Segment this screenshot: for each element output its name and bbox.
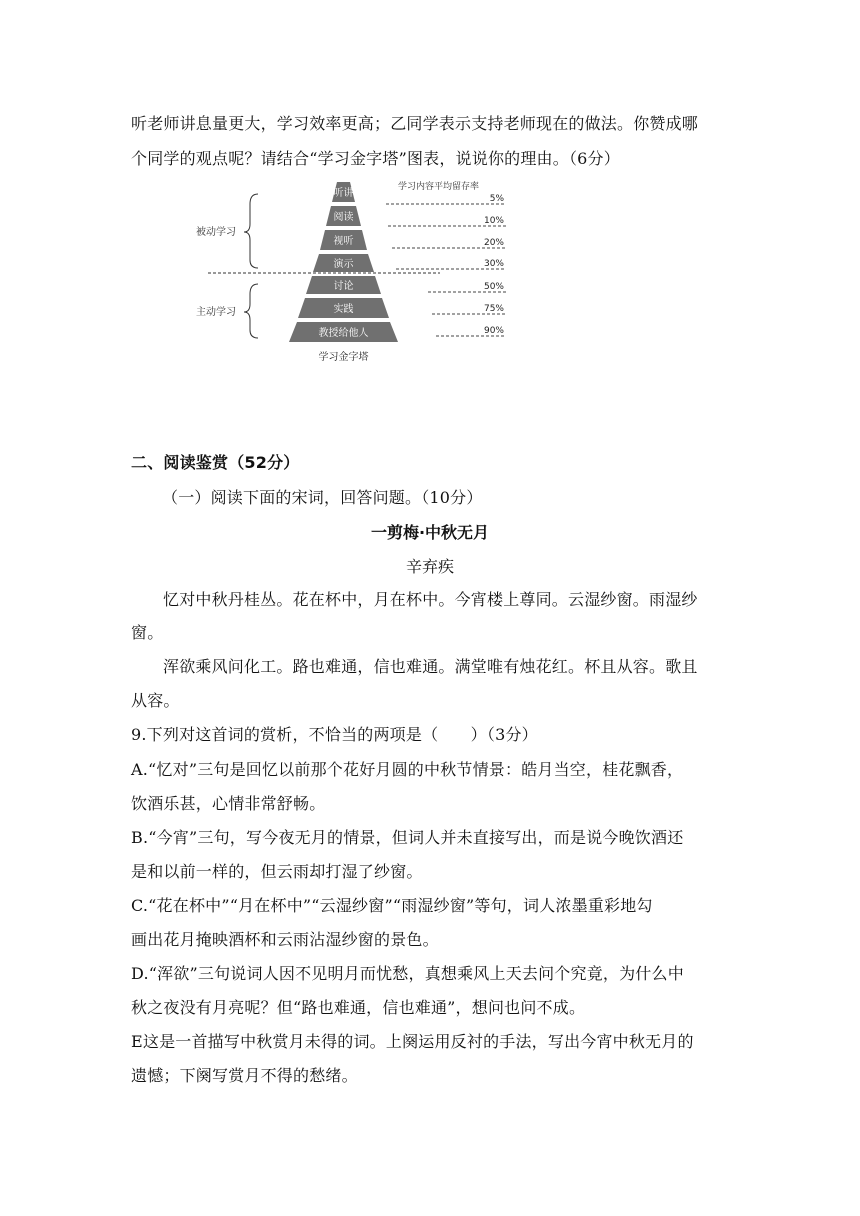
- layer-label-audiovisual: 视听: [333, 236, 354, 247]
- option-b-line-2: 是和以前一样的，但云雨却打湿了纱窗。: [131, 862, 423, 881]
- rate-demo: 30%: [483, 259, 504, 269]
- pyramid-layer-teach: [289, 322, 398, 342]
- section-subtitle: （一）阅读下面的宋词，回答问题。（10分）: [162, 488, 483, 507]
- retention-header: 学习内容平均留存率: [398, 182, 480, 192]
- active-brace: [244, 284, 258, 338]
- section-title: 二、阅读鉴赏（52分）: [131, 453, 300, 472]
- option-c-line-2: 画出花月掩映酒杯和云雨沾湿纱窗的景色。: [131, 930, 439, 949]
- rate-teach: 90%: [483, 326, 504, 336]
- poem-stanza-2-line-2: 从容。: [131, 691, 180, 710]
- rate-read: 10%: [483, 216, 504, 226]
- layer-label-demo: 演示: [333, 259, 354, 270]
- layer-label-teach: 教授给他人: [318, 328, 369, 339]
- layer-label-read: 阅读: [333, 212, 354, 223]
- figure-caption: 学习金字塔: [318, 352, 369, 363]
- poem-title: 一剪梅·中秋无月: [370, 523, 490, 542]
- option-a-line-1: A.“忆对”三句是回忆以前那个花好月圆的中秋节情景：皓月当空，桂花飘香，: [131, 760, 684, 779]
- poem-stanza-1-line-1: 忆对中秋丹桂丛。花在杯中，月在杯中。今宵楼上尊同。云湿纱窗。雨湿纱: [163, 590, 698, 609]
- rate-practice: 75%: [483, 304, 504, 314]
- poem-stanza-2-line-1: 浑欲乘风问化工。路也难通，信也难通。满堂唯有烛花红。杯且从容。歌且: [163, 657, 698, 676]
- layer-label-practice: 实践: [333, 304, 354, 315]
- question-stem: 9.下列对这首词的赏析，不恰当的两项是（ ）（3分）: [131, 725, 538, 744]
- intro-line-1: 听老师讲息量更大，学习效率更高；乙同学表示支持老师现在的做法。你赞成哪: [131, 114, 699, 133]
- option-d-line-2: 秋之夜没有月亮呢？但“路也难通，信也难通”，想问也问不成。: [131, 998, 586, 1017]
- learning-pyramid-figure: [192, 178, 514, 368]
- layer-label-discuss: 讨论: [333, 281, 354, 292]
- option-b-line-1: B.“今宵”三句，写今夜无月的情景，但词人并未直接写出，而是说今晚饮酒还: [131, 828, 684, 847]
- poem-stanza-1-line-2: 窗。: [131, 623, 164, 642]
- pyramid-layer-read: [326, 206, 361, 226]
- pyramid-layer-listen: [332, 182, 355, 202]
- option-e-line-1: E这是一首描写中秋赏月未得的词。上阕运用反衬的手法，写出今宵中秋无月的: [131, 1032, 694, 1051]
- pyramid-layer-audiovisual: [320, 230, 367, 250]
- intro-line-2: 个同学的观点呢？请结合“学习金字塔”图表，说说你的理由。（6分）: [131, 149, 620, 168]
- rate-listen: 5%: [489, 194, 504, 204]
- passive-brace: [244, 194, 258, 268]
- option-a-line-2: 饮酒乐甚，心情非常舒畅。: [131, 794, 326, 813]
- rate-audiovisual: 20%: [483, 238, 504, 248]
- pyramid-layer-practice: [298, 298, 389, 318]
- option-d-line-1: D.“浑欲”三句说词人因不见明月而忧愁，真想乘风上天去问个究竟，为什么中: [131, 964, 684, 983]
- option-c-line-1: C.“花在杯中”“月在杯中”“云湿纱窗”“雨湿纱窗”等句，词人浓墨重彩地勾: [131, 896, 653, 915]
- group-passive-label: 被动学习: [196, 227, 236, 238]
- option-e-line-2: 遗憾；下阕写赏月不得的愁绪。: [131, 1066, 358, 1085]
- pyramid-layer-demo: [313, 254, 374, 272]
- poem-author: 辛弃疾: [405, 557, 454, 576]
- rate-discuss: 50%: [483, 282, 504, 292]
- pyramid-layer-discuss: [306, 276, 381, 294]
- group-active-label: 主动学习: [196, 307, 236, 318]
- layer-label-listen: 听讲: [333, 188, 354, 199]
